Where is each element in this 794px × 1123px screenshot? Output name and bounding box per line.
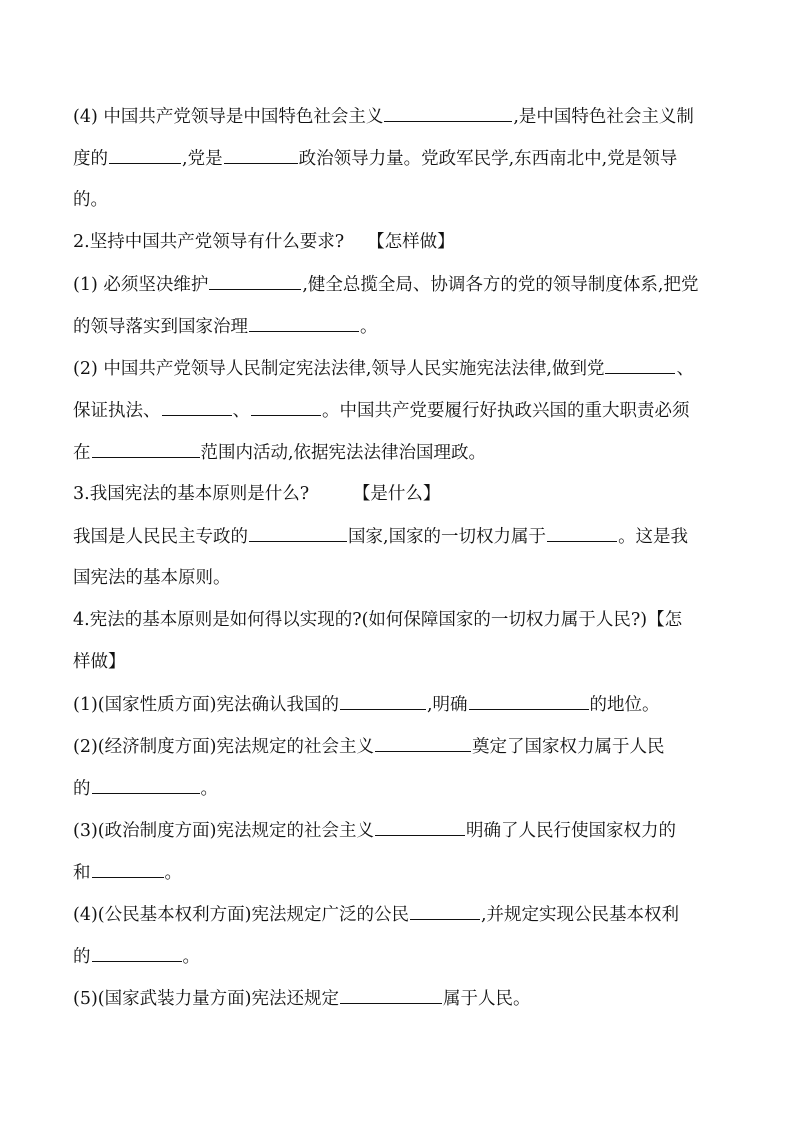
text-segment: 明确了人民行使国家权力的 <box>465 821 676 841</box>
text-line <box>73 944 200 968</box>
text-segment: 。 <box>164 863 182 883</box>
fill-blank[interactable] <box>92 440 200 458</box>
text-line <box>73 524 688 548</box>
text-segment: 的领导落实到国家治理 <box>73 317 248 337</box>
text-segment: ,明确 <box>426 695 468 715</box>
text-line <box>73 104 694 128</box>
text-line <box>73 398 690 422</box>
question-heading <box>73 482 440 506</box>
text-segment: 奠定了国家权力属于人民 <box>471 737 665 757</box>
text-line <box>73 272 698 296</box>
text-segment: 。 <box>200 779 218 799</box>
text-segment: 在 <box>73 443 91 463</box>
fill-blank[interactable] <box>109 146 181 164</box>
text-line <box>73 146 677 170</box>
fill-blank[interactable] <box>375 818 465 836</box>
text-segment: 。这是我 <box>618 527 689 547</box>
fill-blank[interactable] <box>469 692 589 710</box>
question-heading <box>73 650 126 674</box>
text-segment: (4)(公民基本权利方面)宪法规定广泛的公民 <box>73 905 409 925</box>
text-segment: 范围内活动,依据宪法法律治国理政。 <box>200 443 487 463</box>
text-segment: 保证执法、 <box>73 401 161 421</box>
text-segment: (1) 必须坚决维护 <box>73 275 209 295</box>
text-line <box>73 314 378 338</box>
text-line <box>73 734 664 758</box>
text-segment: ,健全总揽全局、协调各方的党的领导制度体系,把党 <box>302 275 699 295</box>
fill-blank[interactable] <box>224 146 298 164</box>
text-segment: 2.坚持中国共产党领导有什么要求? 【怎样做】 <box>73 232 455 252</box>
text-segment: (5)(国家武装力量方面)宪法还规定 <box>73 989 339 1009</box>
text-segment: 国宪法的基本原则。 <box>73 568 231 588</box>
text-line <box>73 188 108 212</box>
text-segment: 、 <box>232 401 250 421</box>
text-segment: 。中国共产党要履行好执政兴国的重大职责必须 <box>322 401 690 421</box>
text-segment: 属于人民。 <box>442 989 531 1009</box>
text-segment: 3.我国宪法的基本原则是什么? 【是什么】 <box>73 484 441 504</box>
text-line <box>73 440 486 464</box>
text-segment: ,是中国特色社会主义制 <box>513 107 694 127</box>
fill-blank[interactable] <box>162 398 232 416</box>
text-segment: (4) 中国共产党领导是中国特色社会主义 <box>73 107 384 127</box>
text-segment: 。 <box>360 317 378 337</box>
text-segment: 的。 <box>73 190 108 210</box>
fill-blank[interactable] <box>340 692 426 710</box>
fill-blank[interactable] <box>249 524 347 542</box>
text-segment: (3)(政治制度方面)宪法规定的社会主义 <box>73 821 374 841</box>
text-line <box>73 566 231 590</box>
text-segment: 的 <box>73 947 91 967</box>
text-segment: 的 <box>73 779 91 799</box>
fill-blank[interactable] <box>251 398 321 416</box>
text-segment: 的地位。 <box>589 695 660 715</box>
fill-blank[interactable] <box>209 272 301 290</box>
fill-blank[interactable] <box>605 356 675 374</box>
fill-blank[interactable] <box>547 524 617 542</box>
fill-blank[interactable] <box>249 314 359 332</box>
text-line <box>73 860 182 884</box>
text-segment: 我国是人民民主专政的 <box>73 527 248 547</box>
fill-blank[interactable] <box>410 902 480 920</box>
text-segment: 国家,国家的一切权力属于 <box>348 527 547 547</box>
text-segment: (2)(经济制度方面)宪法规定的社会主义 <box>73 737 374 757</box>
text-line <box>73 818 676 842</box>
text-segment: 。 <box>182 947 200 967</box>
fill-blank[interactable] <box>92 776 200 794</box>
text-line <box>73 776 218 800</box>
text-segment: ,党是 <box>182 149 223 169</box>
text-segment: 、 <box>676 359 694 379</box>
text-segment: 度的 <box>73 149 108 169</box>
text-segment: 政治领导力量。党政军民学,东西南北中,党是领导 <box>298 149 678 169</box>
question-heading <box>73 230 455 254</box>
fill-blank[interactable] <box>384 104 512 122</box>
question-heading <box>73 608 682 632</box>
text-segment: 样做】 <box>73 652 126 672</box>
text-segment: 4.宪法的基本原则是如何得以实现的?(如何保障国家的一切权力属于人民?)【怎 <box>73 610 683 630</box>
text-line <box>73 986 530 1010</box>
text-line <box>73 902 679 926</box>
fill-blank[interactable] <box>92 944 182 962</box>
text-segment: 和 <box>73 863 91 883</box>
fill-blank[interactable] <box>375 734 471 752</box>
text-segment: (2) 中国共产党领导人民制定宪法法律,领导人民实施宪法法律,做到党 <box>73 359 605 379</box>
text-segment: (1)(国家性质方面)宪法确认我国的 <box>73 695 339 715</box>
fill-blank[interactable] <box>92 860 164 878</box>
text-line <box>73 356 694 380</box>
text-segment: ,并规定实现公民基本权利 <box>480 905 680 925</box>
fill-blank[interactable] <box>340 986 442 1004</box>
text-line <box>73 692 660 716</box>
